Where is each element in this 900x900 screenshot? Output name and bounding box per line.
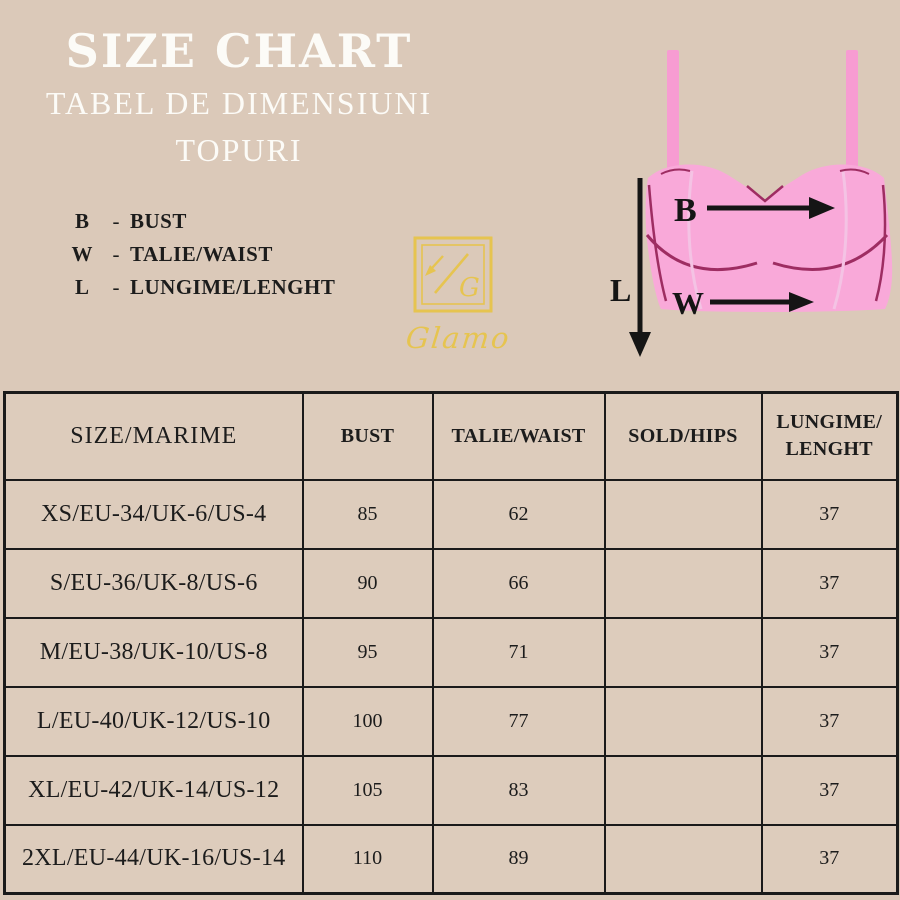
length-cell: 37 [762, 480, 898, 549]
column-header-bust: BUST [303, 393, 433, 480]
waist-arrow-label: W [672, 285, 704, 321]
legend-item-waist [62, 242, 335, 267]
bust-cell: 100 [303, 687, 433, 756]
bust-arrow-label: B [674, 192, 697, 229]
brush-handle [432, 256, 443, 268]
page-title: SIZE CHART [65, 24, 413, 78]
header-block [8, 22, 470, 174]
size-cell: S/EU-36/UK-8/US-6 [5, 549, 303, 618]
column-header-waist: TALIE/WAIST [433, 393, 605, 480]
size-cell: M/EU-38/UK-10/US-8 [5, 618, 303, 687]
left-strap [667, 50, 679, 176]
legend-key: L [74, 275, 89, 299]
right-strap [846, 50, 858, 176]
glamo-logo-icon [411, 235, 495, 315]
table-row [5, 756, 898, 825]
brand-logo [404, 235, 513, 355]
table-row [5, 825, 898, 894]
size-cell: L/EU-40/UK-12/US-10 [5, 687, 303, 756]
legend-dash: - [112, 275, 120, 299]
bust-cell: 85 [303, 480, 433, 549]
waist-cell: 77 [433, 687, 605, 756]
length-cell: 37 [762, 549, 898, 618]
legend-item-length [62, 275, 335, 300]
column-header-size: SIZE/MARIME [5, 393, 303, 480]
hips-cell [605, 618, 762, 687]
size-cell: XS/EU-34/UK-6/US-4 [5, 480, 303, 549]
size-table-body [5, 480, 898, 894]
table-row [5, 687, 898, 756]
hips-cell [605, 825, 762, 894]
bust-cell: 105 [303, 756, 433, 825]
column-header-hips: SOLD/HIPS [605, 393, 762, 480]
legend-label: LUNGIME/LENGHT [130, 275, 336, 299]
page-subtitle-line-2: TOPURI [175, 132, 303, 168]
length-cell: 37 [762, 687, 898, 756]
length-cell: 37 [762, 825, 898, 894]
size-table [3, 391, 899, 895]
length-cell: 37 [762, 756, 898, 825]
page-subtitle-line-1: TABEL DE DIMENSIUNI [45, 85, 433, 121]
column-header-length: LUNGIME/ LENGHT [762, 393, 898, 480]
hips-cell [605, 756, 762, 825]
logo-monogram: G [459, 273, 480, 303]
waist-cell: 62 [433, 480, 605, 549]
bust-cell: 95 [303, 618, 433, 687]
legend-label: BUST [130, 209, 187, 233]
size-cell: XL/EU-42/UK-14/US-12 [5, 756, 303, 825]
bustier-illustration [595, 35, 900, 370]
waist-cell: 71 [433, 618, 605, 687]
bust-cell: 110 [303, 825, 433, 894]
size-cell: 2XL/EU-44/UK-16/US-14 [5, 825, 303, 894]
measurement-legend [62, 209, 335, 308]
table-header-row [5, 393, 898, 480]
legend-dash: - [112, 242, 120, 266]
legend-dash: - [112, 209, 120, 233]
waist-cell: 66 [433, 549, 605, 618]
table-row [5, 480, 898, 549]
legend-key: B [74, 209, 89, 233]
waist-cell: 89 [433, 825, 605, 894]
length-arrow-label: L [610, 272, 632, 308]
length-cell: 37 [762, 618, 898, 687]
legend-item-bust [62, 209, 335, 234]
legend-key: W [71, 242, 93, 266]
hips-cell [605, 549, 762, 618]
waist-cell: 83 [433, 756, 605, 825]
bust-cell: 90 [303, 549, 433, 618]
table-row [5, 549, 898, 618]
brand-name: Glamo [404, 321, 513, 355]
legend-label: TALIE/WAIST [130, 242, 273, 266]
table-row [5, 618, 898, 687]
hips-cell [605, 480, 762, 549]
hips-cell [605, 687, 762, 756]
